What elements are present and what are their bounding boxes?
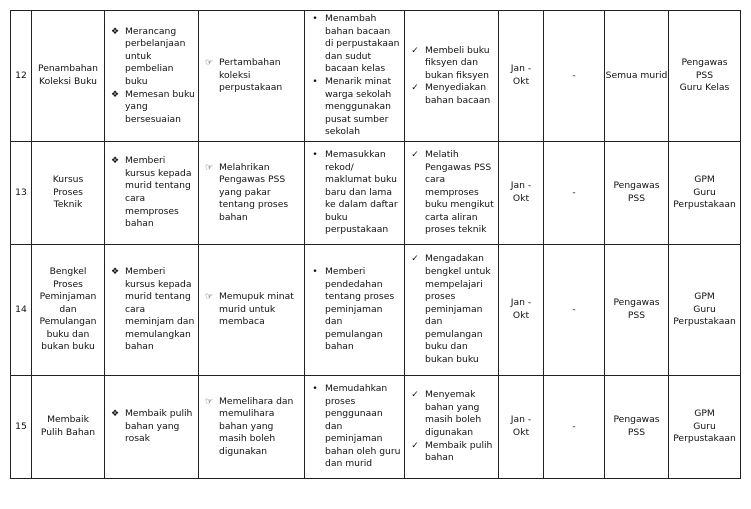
row-number-text: 15: [15, 420, 27, 432]
cost-text: -: [572, 303, 576, 315]
objective-bullet-icon: ☞: [204, 162, 214, 173]
responsible-party-text: GPM Guru Perpustakaan: [673, 174, 736, 211]
outcome-item-text: Menyemak bahan yang masih boleh digunakan: [425, 389, 482, 438]
outcome-cell: [405, 245, 499, 376]
program-plan-table: [10, 10, 741, 479]
activity-cell-list: [305, 13, 404, 139]
cost: [544, 11, 605, 142]
list-item: [105, 26, 195, 89]
objective-cell: [199, 11, 305, 142]
outcome-bullet-icon: ✓: [411, 390, 419, 401]
strategy-item-text: Memesan buku yang bersesuaian: [125, 88, 195, 125]
objective-item-text: Memelihara dan memulihara bahan yang masih boleh digunakan: [219, 395, 294, 457]
activity-cell-list: [305, 149, 404, 237]
outcome-cell: [405, 142, 499, 245]
objective-item-text: Memupuk minat murid untuk membaca: [219, 291, 294, 328]
program-name: [32, 376, 105, 479]
target-group: [605, 11, 669, 142]
outcome-item-text: Melatih Pengawas PSS cara memproses buku mengikut carta aliran proses teknik: [425, 148, 494, 236]
outcome-cell: [405, 376, 499, 479]
time-period-text: Jan - Okt: [510, 414, 532, 438]
table-row: [11, 11, 741, 142]
cost: [544, 376, 605, 479]
activity-item-text: Memberi pendedahan tentang proses peminjaman dan pemulangan bahan: [325, 265, 395, 353]
time-period-text: Jan - Okt: [510, 63, 532, 87]
objective-cell-list: [199, 291, 304, 329]
table-body: [11, 11, 741, 479]
list-item: [305, 13, 401, 76]
strategy-cell: [105, 376, 199, 479]
time-period-text: Jan - Okt: [510, 297, 532, 321]
table-row: [11, 376, 741, 479]
row-number: [11, 142, 32, 245]
strategy-item-text: Membaik pulih bahan yang rosak: [125, 408, 193, 445]
list-item: [405, 253, 495, 366]
strategy-bullet-icon: ❖: [110, 89, 120, 100]
activity-item-text: Menarik minat warga sekolah menggunakan pusat sumber sekolah: [325, 76, 392, 138]
strategy-bullet-icon: ❖: [110, 266, 120, 277]
list-item: [305, 266, 401, 354]
activity-bullet-icon: •: [312, 383, 318, 394]
list-item: [199, 291, 301, 329]
outcome-item-text: Mengadakan bengkel untuk mempelajari proses peminjaman dan pemulangan buku dan bukan buku: [425, 253, 491, 366]
strategy-cell-list: [105, 155, 198, 231]
cost-text: -: [572, 420, 576, 432]
program-name-text: Membaik Pulih Bahan: [40, 414, 96, 438]
cost: [544, 142, 605, 245]
program-name: [32, 11, 105, 142]
responsible-party: [669, 11, 741, 142]
target-group-text: Pengawas PSS: [613, 180, 660, 204]
time-period: [499, 376, 544, 479]
responsible-party: [669, 142, 741, 245]
objective-cell: [199, 376, 305, 479]
outcome-cell-list: [405, 149, 498, 237]
program-name: [32, 245, 105, 376]
table-row: [11, 142, 741, 245]
strategy-cell: [105, 142, 199, 245]
list-item: [199, 396, 301, 459]
target-group: [605, 376, 669, 479]
program-name-text: Penambahan Koleksi Buku: [37, 63, 98, 87]
list-item: [199, 57, 301, 95]
outcome-item-text: Menyediakan bahan bacaan: [425, 82, 491, 106]
time-period: [499, 245, 544, 376]
activity-item-text: Menambah bahan bacaan di perpustakaan dan sudut bacaan kelas: [325, 13, 400, 75]
responsible-party-text: GPM Guru Perpustakaan: [673, 408, 736, 445]
activity-cell-list: [305, 383, 404, 471]
objective-cell: [199, 142, 305, 245]
outcome-cell-list: [405, 253, 498, 366]
strategy-cell-list: [105, 266, 198, 354]
outcome-bullet-icon: ✓: [411, 149, 419, 160]
row-number-text: 12: [15, 69, 27, 81]
list-item: [305, 149, 401, 237]
target-group-text: Pengawas PSS: [613, 414, 660, 438]
outcome-cell-list: [405, 45, 498, 108]
row-number-text: 14: [15, 303, 27, 315]
target-group-text: Semua murid: [605, 69, 668, 81]
outcome-cell: [405, 11, 499, 142]
outcome-bullet-icon: ✓: [411, 254, 419, 265]
list-item: [405, 45, 495, 83]
time-period-text: Jan - Okt: [510, 180, 532, 204]
list-item: [199, 162, 301, 225]
list-item: [105, 155, 195, 231]
strategy-item-text: Memberi kursus kepada murid tentang cara memproses bahan: [125, 155, 192, 230]
responsible-party-text: Pengawas PSS Guru Kelas: [679, 57, 730, 94]
list-item: [405, 149, 495, 237]
strategy-cell: [105, 245, 199, 376]
responsible-party-text: GPM Guru Perpustakaan: [673, 291, 736, 328]
outcome-item-text: Membaik pulih bahan: [425, 439, 493, 464]
outcome-bullet-icon: ✓: [411, 45, 419, 56]
objective-cell: [199, 245, 305, 376]
objective-bullet-icon: ☞: [204, 58, 214, 69]
objective-bullet-icon: ☞: [204, 396, 214, 407]
strategy-item-text: Memberi kursus kepada murid tentang cara meminjam dan memulangkan bahan: [125, 265, 195, 353]
objective-cell-list: [199, 162, 304, 225]
activity-item-text: Memasukkan rekod/ maklumat buku baru dan lama ke dalam daftar buku perpustakaan: [325, 148, 398, 236]
target-group: [605, 142, 669, 245]
activity-bullet-icon: •: [312, 14, 318, 25]
list-item: [105, 89, 195, 127]
table-row: [11, 245, 741, 376]
activity-bullet-icon: •: [312, 77, 318, 87]
program-name: [32, 142, 105, 245]
activity-cell: [305, 245, 405, 376]
strategy-item-text: Merancang perbelanjaan untuk pembelian buku: [125, 25, 186, 87]
activity-cell: [305, 376, 405, 479]
objective-bullet-icon: ☞: [204, 292, 214, 303]
strategy-bullet-icon: ❖: [110, 409, 120, 420]
strategy-cell-list: [105, 26, 198, 127]
strategy-bullet-icon: ❖: [110, 156, 120, 167]
cost-text: -: [572, 69, 576, 81]
row-number: [11, 376, 32, 479]
list-item: [405, 440, 495, 465]
list-item: [305, 383, 401, 471]
responsible-party: [669, 376, 741, 479]
program-name-text: Kursus Proses Teknik: [52, 174, 84, 211]
objective-cell-list: [199, 396, 304, 459]
target-group-text: Pengawas PSS: [613, 297, 660, 321]
row-number-text: 13: [15, 186, 27, 198]
objective-item-text: Melahrikan Pengawas PSS yang pakar tentang proses bahan: [219, 161, 289, 223]
outcome-item-text: Membeli buku fiksyen dan bukan fiksyen: [425, 44, 490, 81]
program-name-text: Bengkel Proses Peminjaman dan Pemulangan buku dan bukan buku: [39, 265, 97, 353]
cost: [544, 245, 605, 376]
time-period: [499, 142, 544, 245]
strategy-cell-list: [105, 408, 198, 446]
objective-item-text: Pertambahan koleksi perpustakaan: [219, 57, 283, 94]
cost-text: -: [572, 186, 576, 198]
outcome-bullet-icon: ✓: [411, 83, 419, 94]
strategy-cell: [105, 11, 199, 142]
list-item: [305, 76, 401, 139]
activity-bullet-icon: •: [312, 149, 318, 160]
list-item: [105, 408, 195, 446]
responsible-party: [669, 245, 741, 376]
outcome-bullet-icon: ✓: [411, 440, 419, 451]
activity-cell: [305, 11, 405, 142]
strategy-bullet-icon: ❖: [110, 26, 120, 37]
time-period: [499, 11, 544, 142]
list-item: [105, 266, 195, 354]
row-number: [11, 11, 32, 142]
activity-bullet-icon: •: [312, 266, 318, 277]
outcome-cell-list: [405, 389, 498, 465]
activity-cell-list: [305, 266, 404, 354]
activity-item-text: Memudahkan proses penggunaan dan peminjaman bahan oleh guru dan murid: [325, 382, 401, 470]
activity-cell: [305, 142, 405, 245]
list-item: [405, 82, 495, 107]
row-number: [11, 245, 32, 376]
list-item: [405, 389, 495, 439]
objective-cell-list: [199, 57, 304, 95]
target-group: [605, 245, 669, 376]
